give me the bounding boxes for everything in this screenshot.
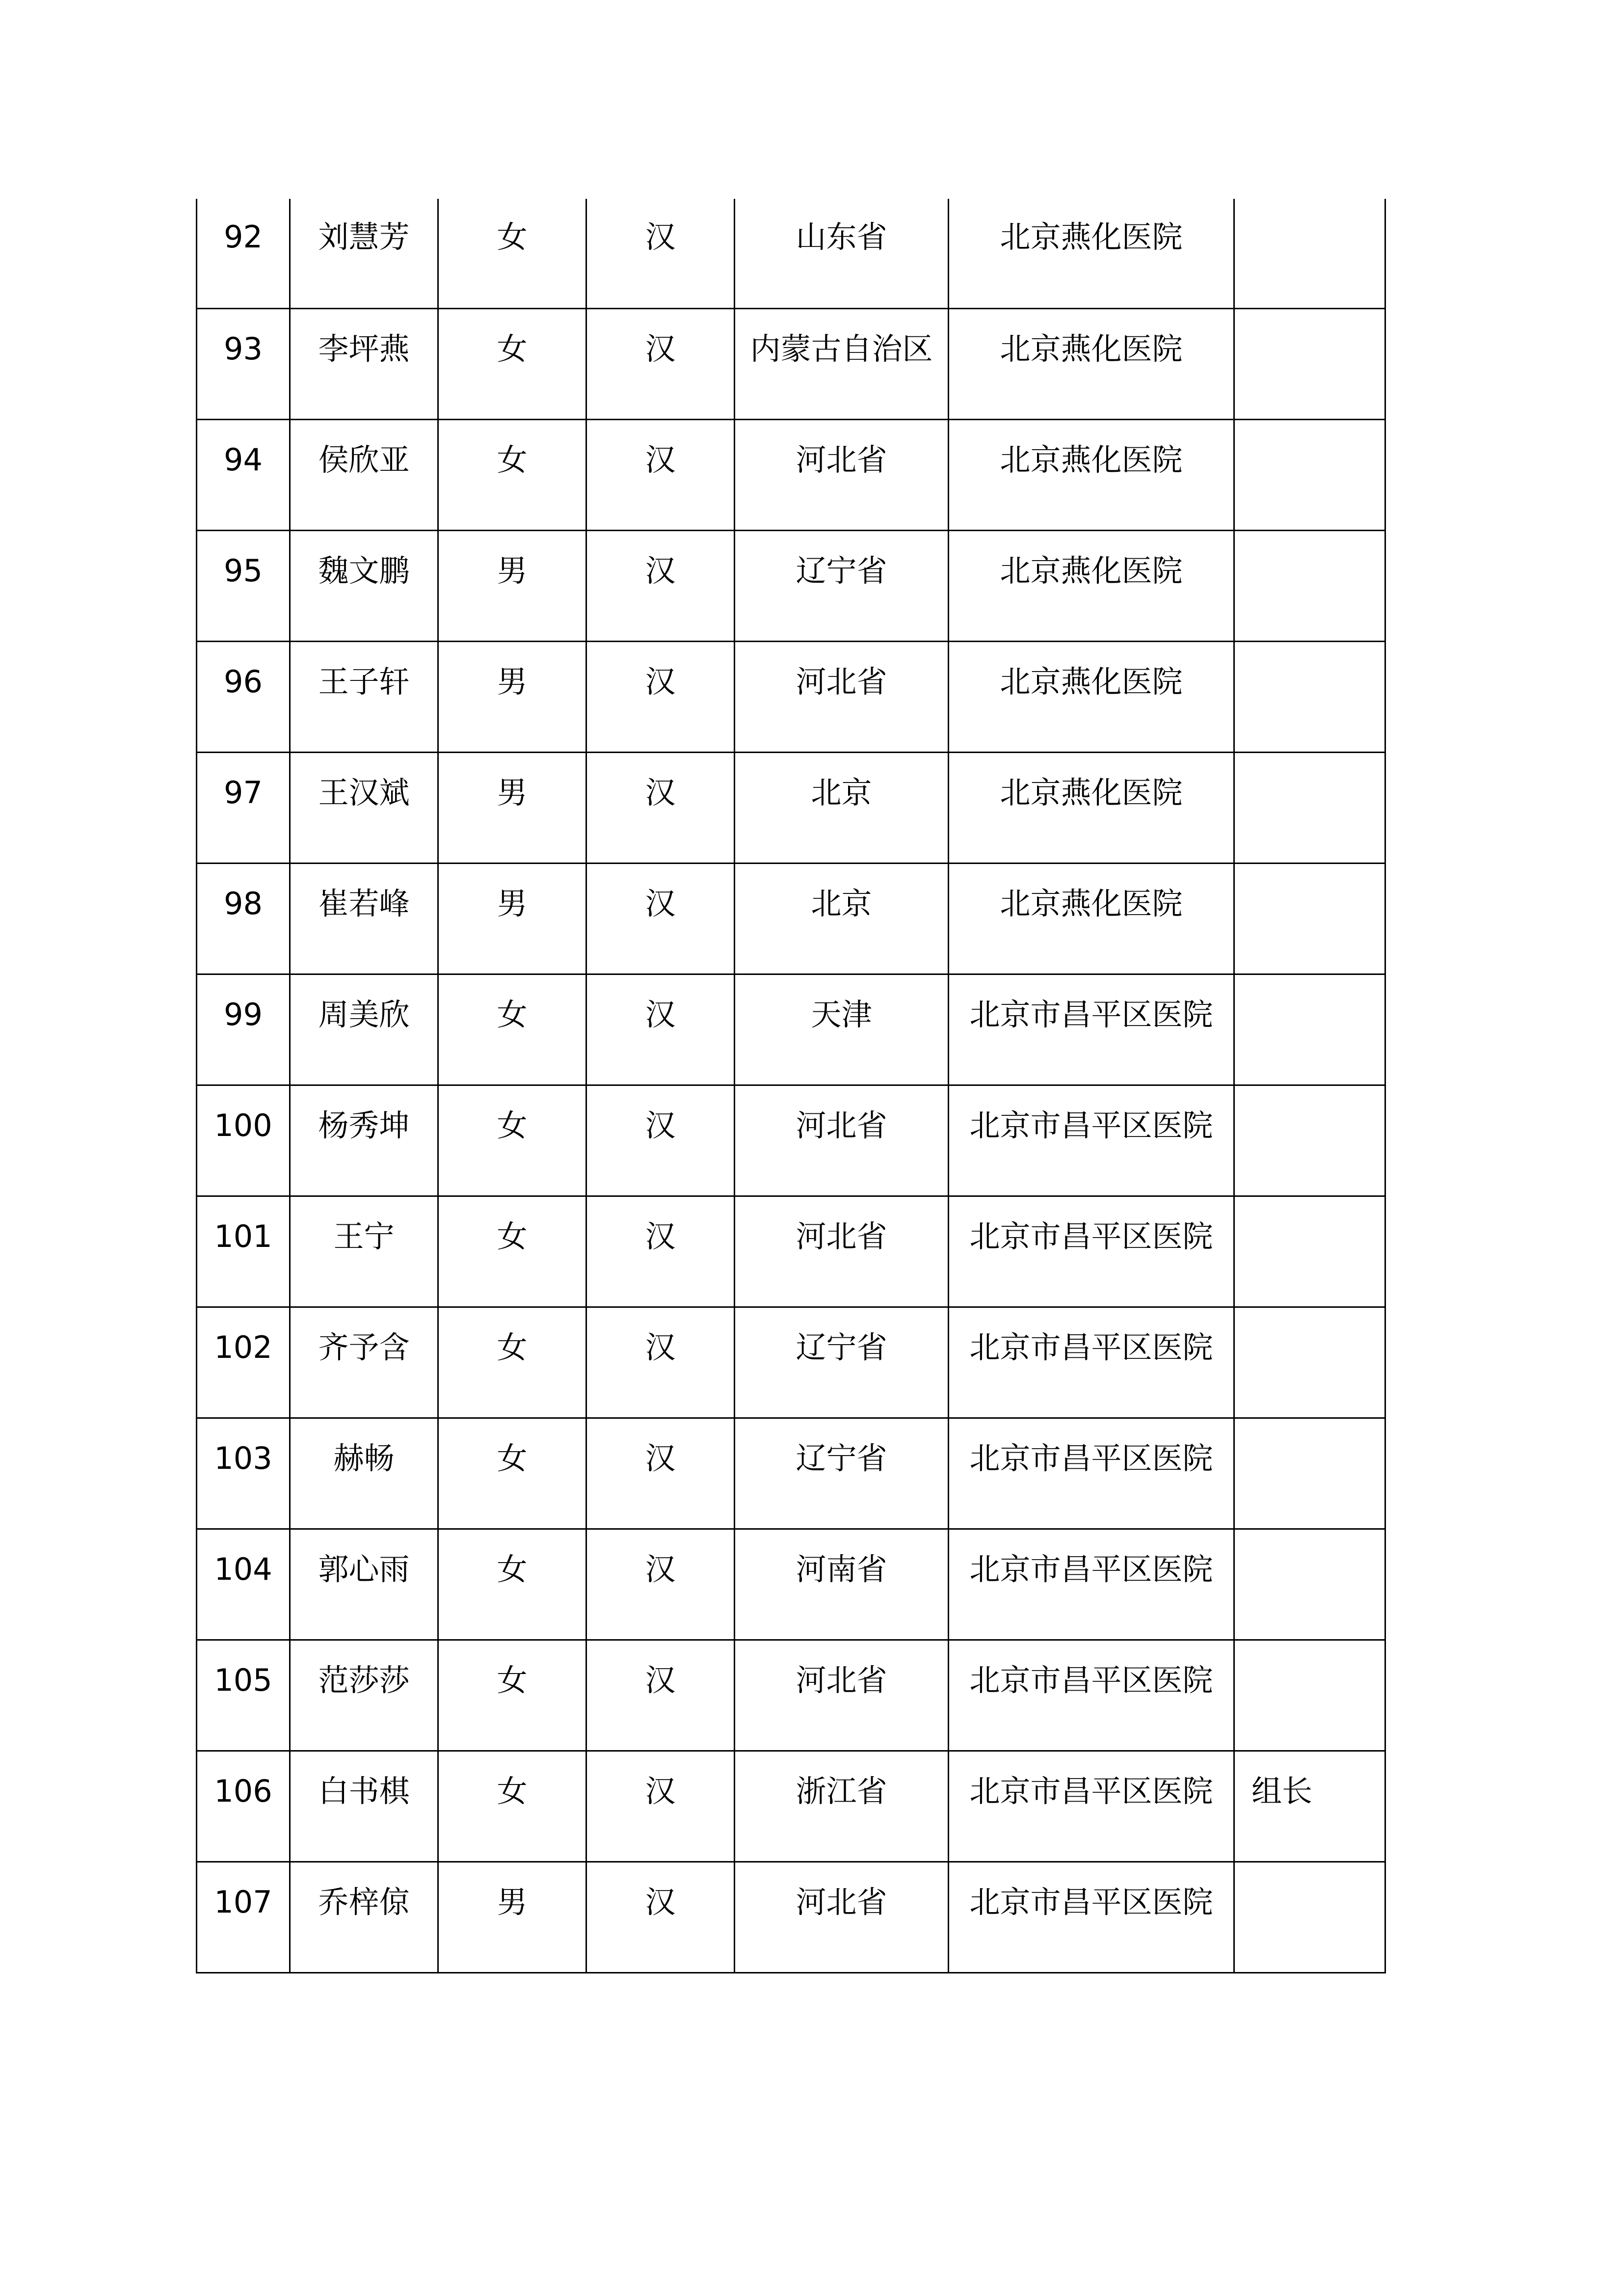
cell-unit-text: 北京市昌平区医院 [969,1551,1213,1587]
cell-name [290,199,438,308]
table-row [197,1529,1385,1640]
cell-gender [438,1862,586,1972]
cell-ethnicity-text: 汉 [645,1107,676,1143]
cell-name [290,419,438,530]
cell-number-text: 106 [214,1773,272,1809]
cell-origin-text: 河南省 [796,1551,887,1587]
cell-note [1234,530,1385,641]
cell-origin [735,1307,949,1418]
cell-gender [438,419,586,530]
cell-name-text: 崔若峰 [318,885,410,921]
cell-origin [735,308,949,419]
cell-origin [735,530,949,641]
cell-ethnicity [586,1196,735,1307]
cell-note-text [1235,1308,1384,1332]
cell-ethnicity-text: 汉 [645,885,676,921]
table-row [197,752,1385,863]
cell-unit [949,1418,1234,1529]
cell-name-text: 王汉斌 [318,774,410,810]
cell-gender-text: 女 [497,1440,528,1476]
cell-origin [735,1196,949,1307]
cell-origin-text: 河北省 [796,441,887,478]
cell-name [290,530,438,641]
cell-origin-text: 河北省 [796,663,887,700]
cell-unit [949,1529,1234,1640]
cell-origin-text: 河北省 [796,1662,887,1698]
cell-origin [735,419,949,530]
cell-origin-text: 辽宁省 [796,552,887,589]
cell-note-text [1235,1863,1384,1887]
cell-name [290,974,438,1085]
cell-note-text [1235,1197,1384,1221]
cell-ethnicity [586,199,735,308]
cell-origin [735,1085,949,1196]
cell-unit [949,1196,1234,1307]
table-row [197,199,1385,308]
cell-unit-text: 北京燕化医院 [1000,885,1183,921]
cell-ethnicity [586,1529,735,1640]
cell-unit [949,863,1234,974]
cell-unit-text: 北京市昌平区医院 [969,1107,1213,1143]
cell-name-text: 齐予含 [318,1329,410,1365]
cell-number-text: 95 [224,552,263,589]
cell-note [1234,863,1385,974]
cell-number-text: 104 [214,1551,272,1587]
table-row [197,419,1385,530]
cell-unit-text: 北京燕化医院 [1000,774,1183,810]
cell-origin-text: 北京 [811,774,872,810]
cell-gender-text: 女 [497,441,528,478]
cell-origin-text: 辽宁省 [796,1329,887,1365]
cell-name-text: 王宁 [333,1218,395,1254]
cell-number [197,1085,290,1196]
cell-ethnicity-text: 汉 [645,1218,676,1254]
cell-note [1234,1085,1385,1196]
cell-gender [438,1085,586,1196]
cell-unit-text: 北京市昌平区医院 [969,1440,1213,1476]
cell-number [197,199,290,308]
cell-number [197,419,290,530]
cell-note [1234,1307,1385,1418]
cell-unit [949,530,1234,641]
cell-number-text: 103 [214,1440,272,1476]
cell-unit-text: 北京市昌平区医院 [969,996,1213,1032]
cell-ethnicity-text: 汉 [645,774,676,810]
cell-name [290,1085,438,1196]
cell-note [1234,1418,1385,1529]
cell-gender-text: 女 [497,1551,528,1587]
cell-name-text: 郭心雨 [318,1551,410,1587]
cell-ethnicity [586,863,735,974]
cell-gender-text: 女 [497,1218,528,1254]
cell-number [197,641,290,752]
cell-number-text: 98 [224,885,263,921]
table-row [197,1085,1385,1196]
cell-number [197,752,290,863]
table-row [197,1640,1385,1751]
cell-unit [949,1085,1234,1196]
cell-number-text: 102 [214,1329,272,1365]
cell-unit [949,1751,1234,1862]
cell-unit-text: 北京燕化医院 [1000,330,1183,367]
cell-note [1234,974,1385,1085]
table-row [197,1751,1385,1862]
cell-name-text: 李坪燕 [318,330,410,367]
cell-origin-text: 山东省 [796,219,887,255]
cell-origin-text: 辽宁省 [796,1440,887,1476]
cell-number [197,308,290,419]
table-row [197,863,1385,974]
roster-body [197,199,1385,1972]
cell-note [1234,419,1385,530]
cell-ethnicity [586,1307,735,1418]
cell-ethnicity-text: 汉 [645,1884,676,1920]
cell-unit [949,1862,1234,1972]
cell-unit [949,1307,1234,1418]
cell-origin [735,863,949,974]
cell-note-text [1235,1641,1384,1665]
cell-name-text: 白书棋 [318,1773,410,1809]
table-row [197,641,1385,752]
cell-ethnicity-text: 汉 [645,1440,676,1476]
cell-name-text: 王子轩 [318,663,410,700]
cell-note-text [1235,309,1384,334]
cell-origin [735,1529,949,1640]
cell-unit [949,752,1234,863]
cell-name [290,863,438,974]
cell-name [290,1196,438,1307]
cell-gender-text: 女 [497,996,528,1032]
cell-number [197,530,290,641]
cell-note-text [1235,864,1384,889]
cell-gender [438,1751,586,1862]
cell-gender [438,1307,586,1418]
cell-number-text: 93 [224,330,263,367]
cell-unit-text: 北京燕化医院 [1000,552,1183,589]
cell-ethnicity-text: 汉 [645,552,676,589]
cell-ethnicity [586,1640,735,1751]
cell-name [290,1751,438,1862]
table-row [197,974,1385,1085]
cell-note-text [1235,1530,1384,1554]
cell-unit-text: 北京燕化医院 [1000,219,1183,255]
cell-name-text: 乔梓倞 [318,1884,410,1920]
cell-name [290,308,438,419]
cell-name [290,1640,438,1751]
cell-ethnicity [586,641,735,752]
cell-gender-text: 男 [497,1884,528,1920]
cell-gender-text: 女 [497,1773,528,1809]
cell-ethnicity-text: 汉 [645,441,676,478]
cell-ethnicity-text: 汉 [645,663,676,700]
cell-unit [949,199,1234,308]
cell-name [290,1862,438,1972]
cell-origin [735,752,949,863]
cell-note-text [1235,420,1384,445]
cell-gender [438,641,586,752]
cell-origin [735,974,949,1085]
cell-number-text: 97 [224,774,263,810]
cell-ethnicity-text: 汉 [645,996,676,1032]
cell-ethnicity-text: 汉 [645,1551,676,1587]
cell-name-text: 赫畅 [333,1440,395,1476]
cell-number-text: 92 [224,219,263,255]
cell-name [290,641,438,752]
cell-name [290,1418,438,1529]
cell-note [1234,199,1385,308]
cell-note-text [1235,753,1384,778]
cell-number [197,1307,290,1418]
cell-ethnicity [586,1862,735,1972]
cell-gender-text: 男 [497,774,528,810]
cell-number-text: 99 [224,996,263,1032]
cell-name [290,1307,438,1418]
table-row [197,1196,1385,1307]
cell-number [197,1862,290,1972]
cell-origin-text: 天津 [811,996,872,1032]
roster-table [196,199,1386,1973]
cell-gender-text: 男 [497,663,528,700]
cell-gender [438,199,586,308]
cell-ethnicity [586,530,735,641]
cell-number-text: 101 [214,1218,272,1254]
table-row [197,1307,1385,1418]
cell-name-text: 杨秀坤 [318,1107,410,1143]
cell-ethnicity-text: 汉 [645,1662,676,1698]
cell-unit [949,1640,1234,1751]
cell-number-text: 96 [224,663,263,700]
cell-ethnicity [586,1085,735,1196]
cell-gender [438,863,586,974]
cell-origin-text: 内蒙古自治区 [750,330,933,367]
cell-number [197,1529,290,1640]
cell-ethnicity-text: 汉 [645,1773,676,1809]
cell-note-text [1235,199,1384,222]
cell-origin [735,1862,949,1972]
cell-name-text: 周美欣 [318,996,410,1032]
cell-gender-text: 男 [497,885,528,921]
cell-unit [949,308,1234,419]
cell-number-text: 100 [214,1107,272,1143]
cell-unit-text: 北京市昌平区医院 [969,1329,1213,1365]
cell-unit-text: 北京市昌平区医院 [969,1884,1213,1920]
table-row [197,1418,1385,1529]
cell-ethnicity-text: 汉 [645,1329,676,1365]
cell-number [197,1640,290,1751]
cell-gender [438,1529,586,1640]
cell-unit [949,419,1234,530]
cell-name-text: 范莎莎 [318,1662,410,1698]
cell-note [1234,308,1385,419]
cell-origin [735,641,949,752]
cell-origin-text: 河北省 [796,1107,887,1143]
cell-note [1234,1640,1385,1751]
cell-number [197,1196,290,1307]
cell-gender [438,974,586,1085]
cell-gender-text: 男 [497,552,528,589]
cell-unit-text: 北京燕化医院 [1000,663,1183,700]
cell-unit-text: 北京市昌平区医院 [969,1773,1213,1809]
cell-note-text [1235,975,1384,999]
cell-note-text: 组长 [1251,1773,1313,1809]
cell-gender-text: 女 [497,1329,528,1365]
cell-note-text [1235,642,1384,667]
cell-ethnicity [586,419,735,530]
cell-origin [735,1640,949,1751]
cell-note-text [1235,531,1384,556]
cell-gender [438,752,586,863]
cell-name-text: 刘慧芳 [318,219,410,255]
cell-name [290,1529,438,1640]
cell-origin-text: 北京 [811,885,872,921]
cell-ethnicity [586,1751,735,1862]
table-row [197,530,1385,641]
cell-number [197,1418,290,1529]
cell-unit-text: 北京燕化医院 [1000,441,1183,478]
cell-unit-text: 北京市昌平区医院 [969,1662,1213,1698]
cell-unit [949,641,1234,752]
cell-number [197,974,290,1085]
cell-ethnicity [586,1418,735,1529]
cell-gender-text: 女 [497,1662,528,1698]
cell-gender [438,1640,586,1751]
cell-number-text: 105 [214,1662,272,1698]
cell-note [1234,1751,1385,1862]
cell-unit-text: 北京市昌平区医院 [969,1218,1213,1254]
cell-ethnicity [586,974,735,1085]
cell-ethnicity-text: 汉 [645,330,676,367]
cell-gender-text: 女 [497,219,528,255]
cell-gender [438,1196,586,1307]
cell-number [197,863,290,974]
cell-gender [438,308,586,419]
cell-note [1234,641,1385,752]
cell-number-text: 94 [224,441,263,478]
cell-name-text: 魏文鹏 [318,552,410,589]
cell-note [1234,1862,1385,1972]
cell-origin-text: 河北省 [796,1218,887,1254]
cell-note-text [1235,1086,1384,1110]
cell-origin-text: 河北省 [796,1884,887,1920]
cell-origin [735,1418,949,1529]
cell-note [1234,1196,1385,1307]
cell-note [1234,752,1385,863]
cell-ethnicity [586,752,735,863]
cell-unit [949,974,1234,1085]
cell-ethnicity [586,308,735,419]
cell-origin-text: 浙江省 [796,1773,887,1809]
cell-name [290,752,438,863]
cell-gender [438,1418,586,1529]
cell-number-text: 107 [214,1884,272,1920]
cell-origin [735,199,949,308]
cell-origin [735,1751,949,1862]
cell-gender-text: 女 [497,1107,528,1143]
cell-note [1234,1529,1385,1640]
cell-number [197,1751,290,1862]
table-row [197,308,1385,419]
cell-ethnicity-text: 汉 [645,219,676,255]
cell-gender-text: 女 [497,330,528,367]
cell-note-text [1235,1419,1384,1443]
cell-gender [438,530,586,641]
cell-name-text: 侯欣亚 [318,441,410,478]
table-row [197,1862,1385,1972]
